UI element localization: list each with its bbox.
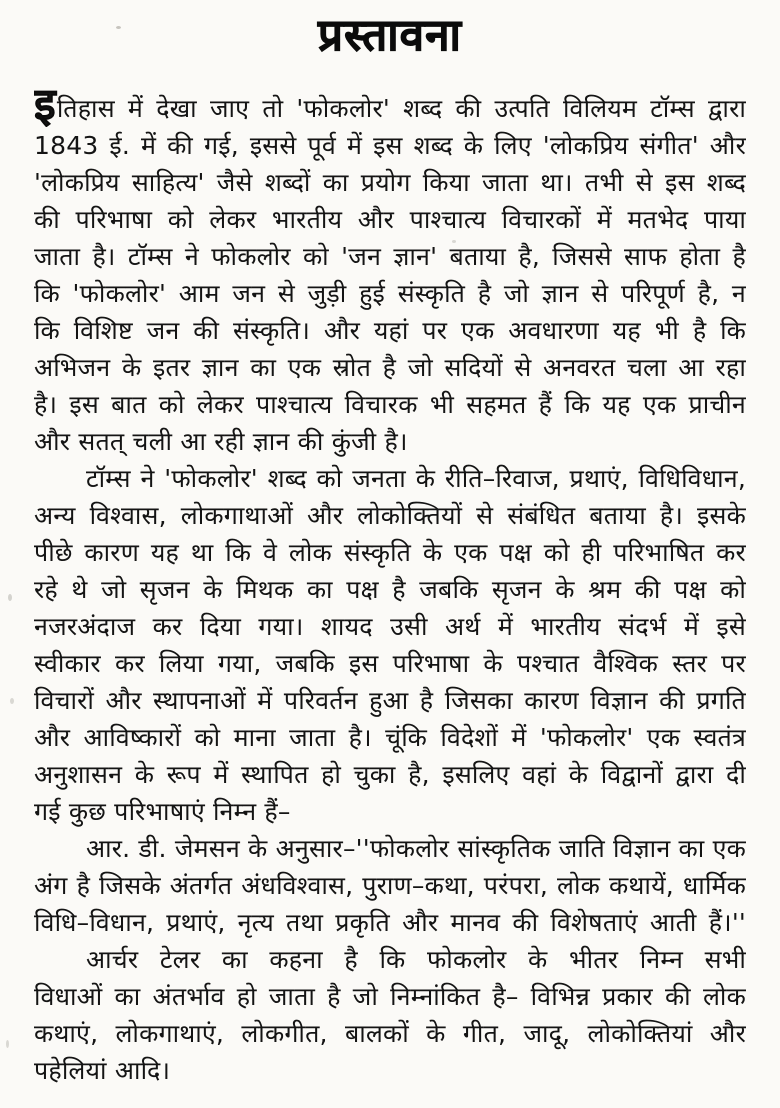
scan-speck: [10, 698, 14, 704]
paragraph-1: [34, 90, 746, 460]
text-line-content: तिहास में देखा जाए तो 'फोकलोर' शब्द की उत्पति विलियम टॉम्स द्वारा: [56, 94, 746, 123]
text-line: अनुशासन के रूप में स्थापित हो चुका है, इसलिए वहां के विद्वानों द्वारा दी: [34, 760, 746, 789]
text-line: है। इस बात को लेकर पाश्चात्य विचारक भी सहमत हैं कि यह एक प्राचीन: [34, 390, 746, 419]
paragraph-4: [34, 941, 746, 1089]
text-line: [34, 90, 746, 127]
text-line: 'लोकप्रिय साहित्य' जैसे शब्दों का प्रयोग किया जाता था। तभी से इस शब्द: [34, 168, 746, 197]
scan-speck: [452, 240, 456, 243]
text-line: विधाओं का अंतर्भाव हो जाता है जो निम्नांकित है– विभिन्न प्रकार की लोक: [34, 982, 746, 1011]
text-line: विचारों और स्थापनाओं में परिवर्तन हुआ है जिसका कारण विज्ञान की प्रगति: [34, 686, 746, 715]
text-line: की परिभाषा को लेकर भारतीय और पाश्चात्य विचारकों में मतभेद पाया: [34, 205, 746, 234]
text-line: कथाएं, लोकगाथाएं, लोकगीत, बालकों के गीत, जादू, लोकोक्तियां और: [34, 1019, 746, 1048]
text-line: और सतत् चली आ रही ज्ञान की कुंजी है।: [34, 427, 408, 456]
text-line: जाता है। टॉम्स ने फोकलोर को 'जन ज्ञान' बताया है, जिससे साफ होता है: [34, 242, 746, 271]
page-body: [34, 90, 746, 1089]
text-line: स्वीकार कर लिया गया, जबकि इस परिभाषा के पश्चात वैश्विक स्तर पर: [34, 649, 746, 678]
text-line: कि विशिष्ट जन की संस्कृति। और यहां पर एक अवधारणा यह भी है कि: [34, 316, 746, 345]
text-line: नजरअंदाज कर दिया गया। शायद उसी अर्थ में भारतीय संदर्भ में इसे: [34, 612, 746, 641]
text-line: टॉम्स ने 'फोकलोर' शब्द को जनता के रीति–रिवाज, प्रथाएं, विधिविधान,: [86, 464, 746, 493]
paragraph-3: [34, 830, 746, 941]
text-line: पीछे कारण यह था कि वे लोक संस्कृति के एक पक्ष को ही परिभाषित कर: [34, 538, 746, 567]
text-line: रहे थे जो सृजन के मिथक का पक्ष है जबकि सृजन के श्रम की पक्ष को: [34, 575, 746, 604]
text-line: कि 'फोकलोर' आम जन से जुड़ी हुई संस्कृति है जो ज्ञान से परिपूर्ण है, न: [34, 279, 746, 308]
text-line: विधि–विधान, प्रथाएं, नृत्य तथा प्रकृति और मानव की विशेषताएं आती हैं।'': [34, 908, 746, 937]
text-line: और आविष्कारों को माना जाता है। चूंकि विदेशों में 'फोकलोर' एक स्वतंत्र: [34, 723, 746, 752]
text-line: अंग है जिसके अंतर्गत अंधविश्वास, पुराण–कथा, परंपरा, लोक कथायें, धार्मिक: [34, 871, 746, 900]
text-line: पहेलियां आदि।: [34, 1056, 171, 1085]
text-line: आर. डी. जेमसन के अनुसार–''फोकलोर सांस्कृतिक जाति विज्ञान का एक: [86, 834, 746, 863]
text-line: आर्चर टेलर का कहना है कि फोकलोर के भीतर निम्न सभी: [86, 945, 746, 974]
text-line: अन्य विश्वास, लोकगाथाओं और लोकोक्तियों से संबंधित बताया है। इसके: [34, 501, 746, 530]
text-line: गई कुछ परिभाषाएं निम्न हैं–: [34, 797, 291, 826]
text-line: 1843 ई. में की गई, इससे पूर्व में इस शब्द के लिए 'लोकप्रिय संगीत' और: [34, 131, 746, 160]
page-title: प्रस्तावना: [318, 10, 462, 61]
text-line: अभिजन के इतर ज्ञान का एक स्रोत है जो सदियों से अनवरत चला आ रहा: [34, 353, 746, 382]
drop-cap: इ: [34, 90, 56, 127]
scan-speck: [8, 594, 12, 601]
scan-speck: [6, 1040, 9, 1048]
scan-speck: [116, 26, 121, 29]
paragraph-2: [34, 460, 746, 830]
